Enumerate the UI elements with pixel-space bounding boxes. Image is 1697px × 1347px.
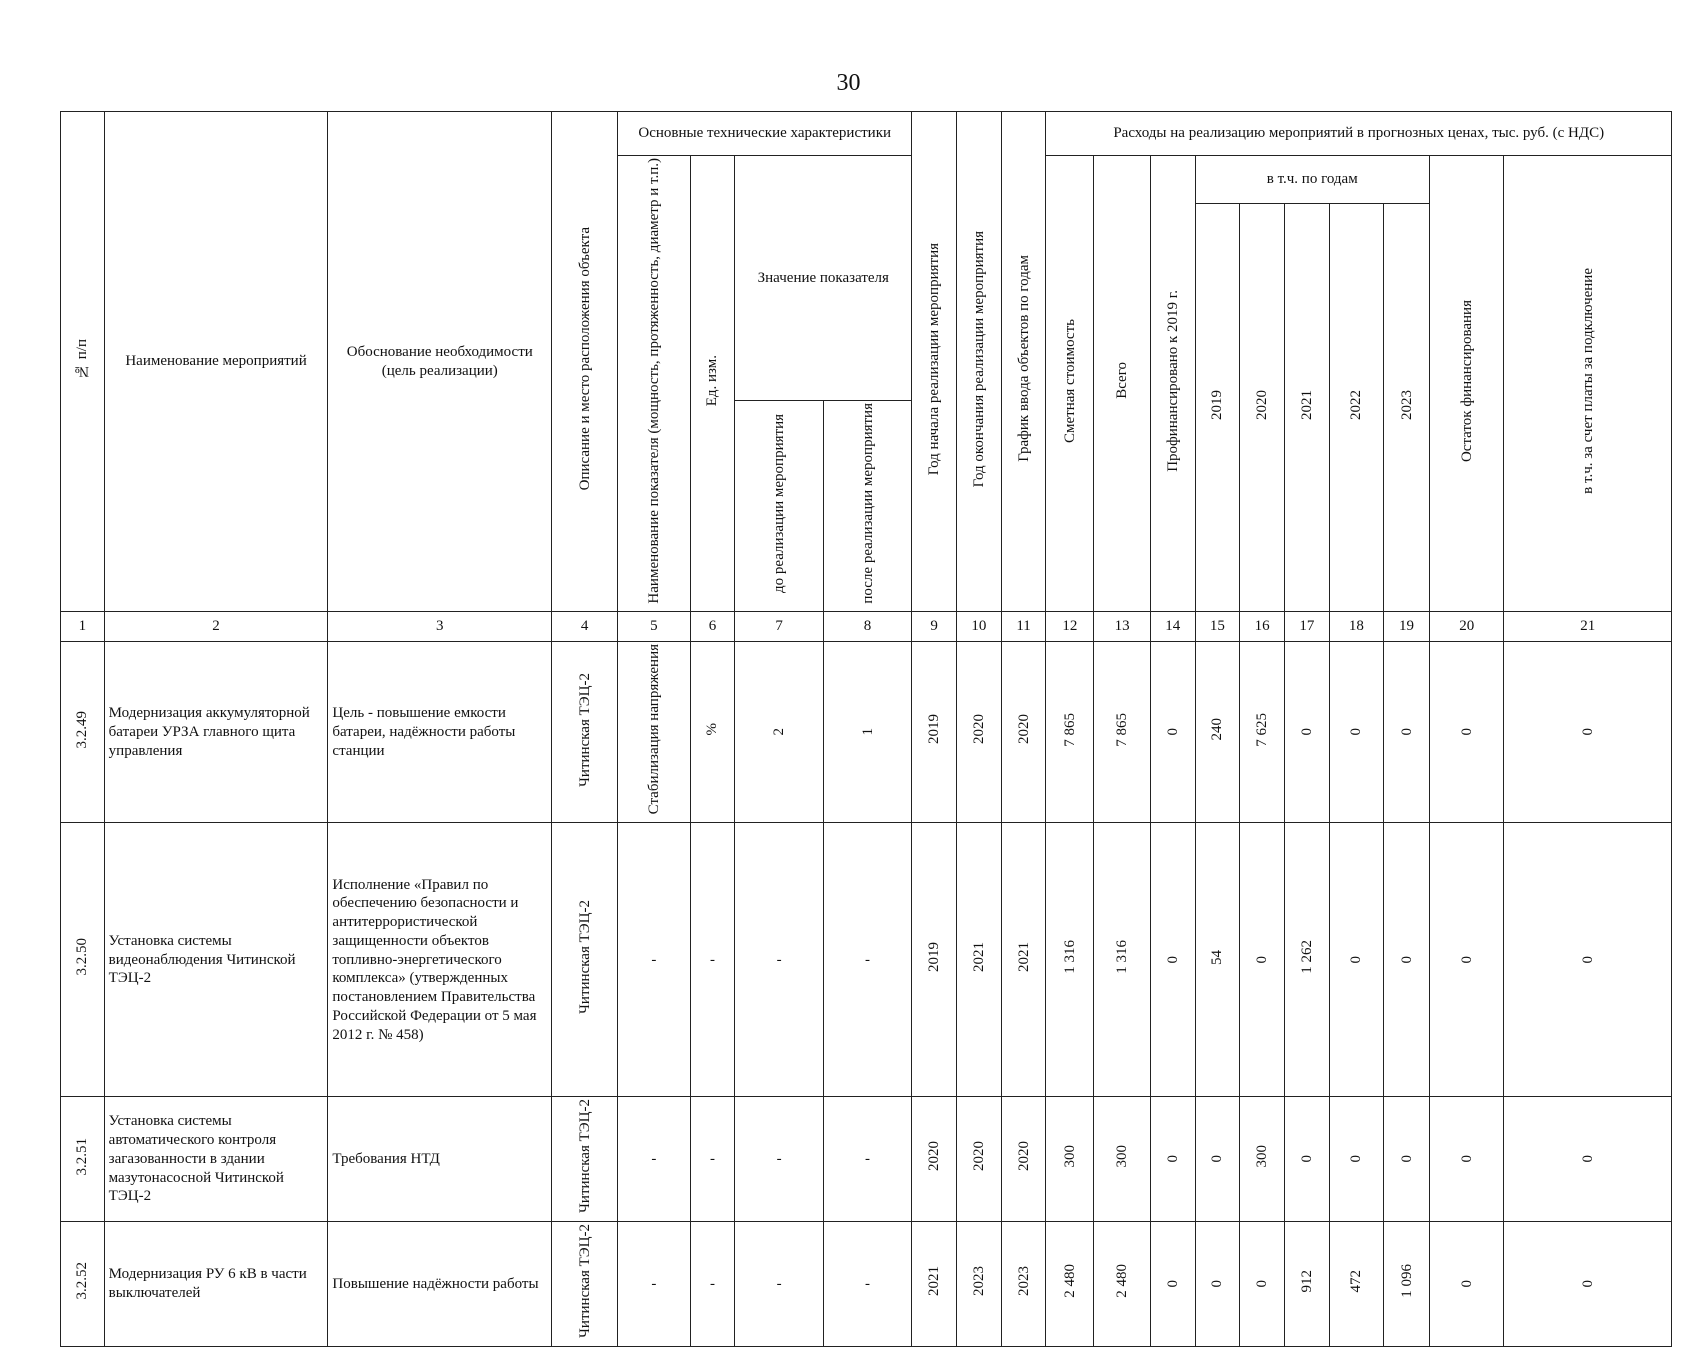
row-start: 2020 <box>912 1097 957 1222</box>
row-remaining: 0 <box>1429 1097 1504 1222</box>
row-reason: Требования НТД <box>328 1097 552 1222</box>
row-reason: Повышение надёжности работы <box>328 1221 552 1346</box>
row-indicator: - <box>618 1221 690 1346</box>
row-name: Модернизация РУ 6 кВ в части выключателей <box>104 1221 328 1346</box>
table-row <box>61 642 1672 823</box>
row-total: 7 865 <box>1094 642 1150 823</box>
row-unit: % <box>690 642 735 823</box>
row-unit: - <box>690 1221 735 1346</box>
row-indicator: - <box>618 1097 690 1222</box>
colnum-cell: 16 <box>1240 612 1285 642</box>
row-end: 2023 <box>956 1221 1001 1346</box>
row-name: Модернизация аккумуляторной батареи УРЗА главного щита управления <box>104 642 328 823</box>
row-num: 3.2.51 <box>61 1097 105 1222</box>
row-after: - <box>823 823 911 1097</box>
row-2020: 0 <box>1240 823 1285 1097</box>
row-prefinanced: 0 <box>1150 642 1195 823</box>
row-prefinanced: 0 <box>1150 1221 1195 1346</box>
header-num: № п/п <box>61 112 105 612</box>
colnum-cell: 20 <box>1429 612 1504 642</box>
header-row-1 <box>61 112 1672 156</box>
row-end: 2020 <box>956 642 1001 823</box>
investment-table <box>60 111 1672 1347</box>
row-estimate: 2 480 <box>1046 1221 1094 1346</box>
row-reason: Исполнение «Правил по обеспечению безопасности и антитеррористической защищенности объектов топливно-энергетического комплекса» (утвержденных постановлением Правительства Российской Федерации от 5 мая 2012 г. № 458) <box>328 823 552 1097</box>
row-num: 3.2.52 <box>61 1221 105 1346</box>
row-remaining: 0 <box>1429 642 1504 823</box>
row-prefinanced: 0 <box>1150 1097 1195 1222</box>
page-number: 30 <box>836 70 861 96</box>
colnum-cell: 7 <box>735 612 823 642</box>
row-2020: 300 <box>1240 1097 1285 1222</box>
header-estimate: Сметная стоимость <box>1046 156 1094 612</box>
header-prefinanced: Профинансировано к 2019 г. <box>1150 156 1195 612</box>
row-before: - <box>735 1097 823 1222</box>
row-total: 300 <box>1094 1097 1150 1222</box>
row-after: - <box>823 1221 911 1346</box>
row-2022: 0 <box>1329 642 1383 823</box>
header-remaining: Остаток финансирования <box>1429 156 1504 612</box>
header-total: Всего <box>1094 156 1150 612</box>
row-num: 3.2.49 <box>61 642 105 823</box>
row-connection: 0 <box>1504 642 1672 823</box>
colnum-cell: 13 <box>1094 612 1150 642</box>
header-group-value: Значение показателя <box>735 156 912 401</box>
row-total: 2 480 <box>1094 1221 1150 1346</box>
row-start: 2019 <box>912 823 957 1097</box>
table-row <box>61 1097 1672 1222</box>
header-year-2019: 2019 <box>1195 204 1240 612</box>
colnum-cell: 15 <box>1195 612 1240 642</box>
row-estimate: 300 <box>1046 1097 1094 1222</box>
header-year-2020: 2020 <box>1240 204 1285 612</box>
header-name: Наименование мероприятий <box>104 112 328 612</box>
column-number-row <box>61 612 1672 642</box>
row-2019: 0 <box>1195 1097 1240 1222</box>
row-unit: - <box>690 1097 735 1222</box>
header-start: Год начала реализации мероприятия <box>912 112 957 612</box>
colnum-cell: 18 <box>1329 612 1383 642</box>
row-location: Читинская ТЭЦ-2 <box>552 1221 618 1346</box>
row-2021: 0 <box>1285 1097 1330 1222</box>
colnum-cell: 6 <box>690 612 735 642</box>
row-2020: 7 625 <box>1240 642 1285 823</box>
colnum-cell: 4 <box>552 612 618 642</box>
header-schedule: График ввода объектов по годам <box>1001 112 1046 612</box>
colnum-cell: 21 <box>1504 612 1672 642</box>
header-group-tech: Основные технические характеристики <box>618 112 912 156</box>
row-name: Установка системы видеонаблюдения Читинской ТЭЦ-2 <box>104 823 328 1097</box>
row-before: - <box>735 1221 823 1346</box>
row-2023: 1 096 <box>1384 1221 1430 1346</box>
row-estimate: 7 865 <box>1046 642 1094 823</box>
row-schedule: 2020 <box>1001 642 1046 823</box>
colnum-cell: 17 <box>1285 612 1330 642</box>
header-before: до реализации мероприятия <box>735 400 823 611</box>
header-end: Год окончания реализации мероприятия <box>956 112 1001 612</box>
colnum-cell: 8 <box>823 612 911 642</box>
colnum-cell: 19 <box>1384 612 1430 642</box>
header-unit: Ед. изм. <box>690 156 735 612</box>
row-2021: 1 262 <box>1285 823 1330 1097</box>
row-connection: 0 <box>1504 1221 1672 1346</box>
colnum-cell: 11 <box>1001 612 1046 642</box>
row-2019: 240 <box>1195 642 1240 823</box>
row-before: 2 <box>735 642 823 823</box>
row-unit: - <box>690 823 735 1097</box>
row-after: - <box>823 1097 911 1222</box>
colnum-cell: 14 <box>1150 612 1195 642</box>
colnum-cell: 9 <box>912 612 957 642</box>
row-2019: 0 <box>1195 1221 1240 1346</box>
row-total: 1 316 <box>1094 823 1150 1097</box>
row-before: - <box>735 823 823 1097</box>
row-2022: 472 <box>1329 1221 1383 1346</box>
row-name: Установка системы автоматического контроля загазованности в здании мазутонасосной Читинской ТЭЦ-2 <box>104 1097 328 1222</box>
row-2021: 0 <box>1285 642 1330 823</box>
colnum-cell: 10 <box>956 612 1001 642</box>
row-schedule: 2021 <box>1001 823 1046 1097</box>
row-2023: 0 <box>1384 823 1430 1097</box>
row-remaining: 0 <box>1429 823 1504 1097</box>
row-2019: 54 <box>1195 823 1240 1097</box>
row-location: Читинская ТЭЦ-2 <box>552 1097 618 1222</box>
row-estimate: 1 316 <box>1046 823 1094 1097</box>
row-start: 2021 <box>912 1221 957 1346</box>
row-indicator: Стабилизация напряжения <box>618 642 690 823</box>
row-2023: 0 <box>1384 1097 1430 1222</box>
row-reason: Цель - повышение емкости батареи, надёжности работы станции <box>328 642 552 823</box>
header-year-2023: 2023 <box>1384 204 1430 612</box>
header-group-years: в т.ч. по годам <box>1195 156 1429 204</box>
row-2023: 0 <box>1384 642 1430 823</box>
colnum-cell: 2 <box>104 612 328 642</box>
row-indicator: - <box>618 823 690 1097</box>
row-schedule: 2023 <box>1001 1221 1046 1346</box>
row-schedule: 2020 <box>1001 1097 1046 1222</box>
colnum-cell: 12 <box>1046 612 1094 642</box>
row-2022: 0 <box>1329 1097 1383 1222</box>
header-after: после реализации мероприятия <box>823 400 911 611</box>
header-indicator: Наименование показателя (мощность, протяженность, диаметр и т.п.) <box>618 156 690 612</box>
table-row <box>61 823 1672 1097</box>
header-reason: Обоснование необходимости (цель реализации) <box>328 112 552 612</box>
row-2021: 912 <box>1285 1221 1330 1346</box>
row-end: 2020 <box>956 1097 1001 1222</box>
row-start: 2019 <box>912 642 957 823</box>
row-location: Читинская ТЭЦ-2 <box>552 823 618 1097</box>
header-connection: в т.ч. за счет платы за подключение <box>1504 156 1672 612</box>
colnum-cell: 5 <box>618 612 690 642</box>
colnum-cell: 3 <box>328 612 552 642</box>
row-end: 2021 <box>956 823 1001 1097</box>
row-2020: 0 <box>1240 1221 1285 1346</box>
header-year-2022: 2022 <box>1329 204 1383 612</box>
header-location: Описание и место расположения объекта <box>552 112 618 612</box>
table-row <box>61 1221 1672 1346</box>
header-year-2021: 2021 <box>1285 204 1330 612</box>
row-connection: 0 <box>1504 1097 1672 1222</box>
row-num: 3.2.50 <box>61 823 105 1097</box>
row-2022: 0 <box>1329 823 1383 1097</box>
row-remaining: 0 <box>1429 1221 1504 1346</box>
row-location: Читинская ТЭЦ-2 <box>552 642 618 823</box>
row-after: 1 <box>823 642 911 823</box>
row-connection: 0 <box>1504 823 1672 1097</box>
row-prefinanced: 0 <box>1150 823 1195 1097</box>
colnum-cell: 1 <box>61 612 105 642</box>
header-group-costs: Расходы на реализацию мероприятий в прогнозных ценах, тыс. руб. (с НДС) <box>1046 112 1672 156</box>
